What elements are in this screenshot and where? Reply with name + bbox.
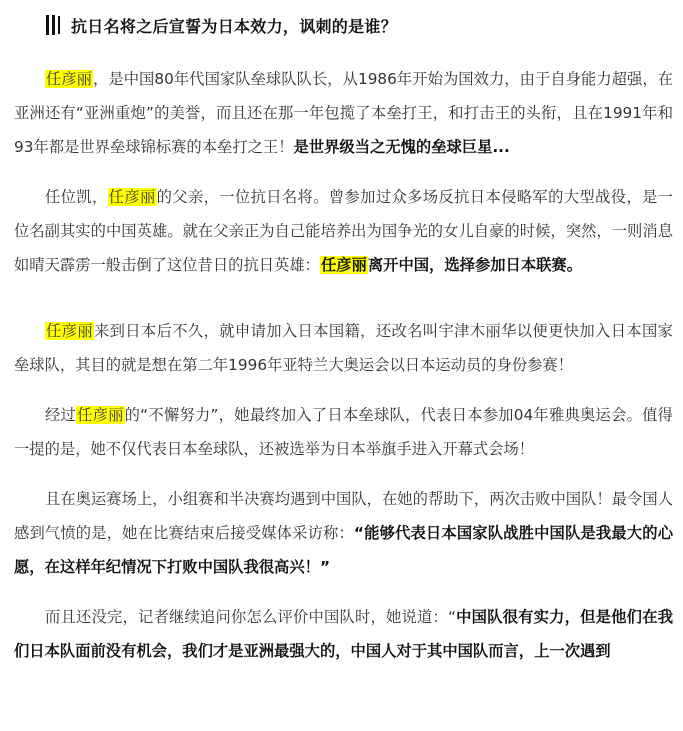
paragraph-text: 的父亲，一位抗日名将。曾参加过众多场反抗日本侵略军的大型战役，是一位名副其实的中国英雄。就在父亲正为自己能培养出为国争光的女儿自豪的时候，突然，一则消息如晴天霹雳一般击倒了这位昔日的抗日英雄：	[14, 188, 673, 274]
paragraph-text: 且在奥运赛场上，小组赛和半决赛均遇到中国队，在她的帮助下，两次击败中国队！最令国人感到气愤的是，她在比赛结束后接受媒体采访称：	[14, 490, 673, 542]
paragraph-3	[14, 314, 673, 382]
bold-quote: 中国队很有实力，但是他们在我们日本队面前没有机会，我们才是亚洲最强大的，中国人对于其中国队而言，上一次遇到	[14, 608, 673, 660]
heading-bar	[58, 16, 60, 34]
highlighted-name: 任彦丽	[77, 406, 124, 424]
paragraph-5	[14, 482, 673, 584]
paragraph-gap	[14, 584, 673, 600]
paragraph-6	[14, 600, 673, 668]
bold-text: 离开中国，选择参加日本联赛。	[367, 256, 583, 274]
paragraph-text: 而且还没完，记者继续追问你怎么评价中国队时，她说道：“	[45, 608, 456, 626]
bold-quote: “能够代表日本国家队战胜中国队是我最大的心愿，在这样年纪情况下打败中国队我很高兴！”	[14, 524, 673, 576]
paragraph-gap	[14, 164, 673, 180]
paragraph-4	[14, 398, 673, 466]
paragraph-2	[14, 180, 673, 282]
heading-bars-icon	[46, 15, 63, 35]
paragraph-text: 来到日本后不久，就申请加入日本国籍，还改名叫宇津木丽华以便更快加入日本国家垒球队，其目的就是想在第二年1996年亚特兰大奥运会以日本运动员的身份参赛！	[14, 322, 673, 374]
article-body	[14, 62, 673, 668]
paragraph-text: 任位凯，	[45, 188, 108, 206]
paragraph-gap	[14, 466, 673, 482]
heading-text: 抗日名将之后宣誓为日本效力，讽刺的是谁？	[71, 16, 398, 36]
article-heading	[46, 12, 397, 38]
highlighted-name: 任彦丽	[46, 70, 93, 88]
paragraph-gap	[14, 382, 673, 398]
paragraph-gap	[14, 282, 673, 314]
paragraph-1	[14, 62, 673, 164]
bold-text: 是世界级当之无愧的垒球巨星...	[293, 138, 510, 156]
heading-bar	[52, 15, 55, 35]
paragraph-text: 的“不懈努力”，她最终加入了日本垒球队，代表日本参加04年雅典奥运会。值得一提的是，她不仅代表日本垒球队，还被选举为日本举旗手进入开幕式会场！	[14, 406, 673, 458]
paragraph-text: 经过	[45, 406, 77, 424]
highlighted-name: 任彦丽	[320, 256, 367, 274]
highlighted-name: 任彦丽	[46, 322, 93, 340]
heading-bar	[46, 15, 49, 35]
highlighted-name: 任彦丽	[108, 188, 156, 206]
paragraph-text: ，是中国80年代国家队垒球队队长，从1986年开始为国效力，由于自身能力超强，在亚洲还有“亚洲重炮”的美誉，而且还在那一年包揽了本垒打王，和打击王的头衔，且在1991年和93年都是世界垒球锦标赛的本垒打之王！	[14, 70, 673, 156]
